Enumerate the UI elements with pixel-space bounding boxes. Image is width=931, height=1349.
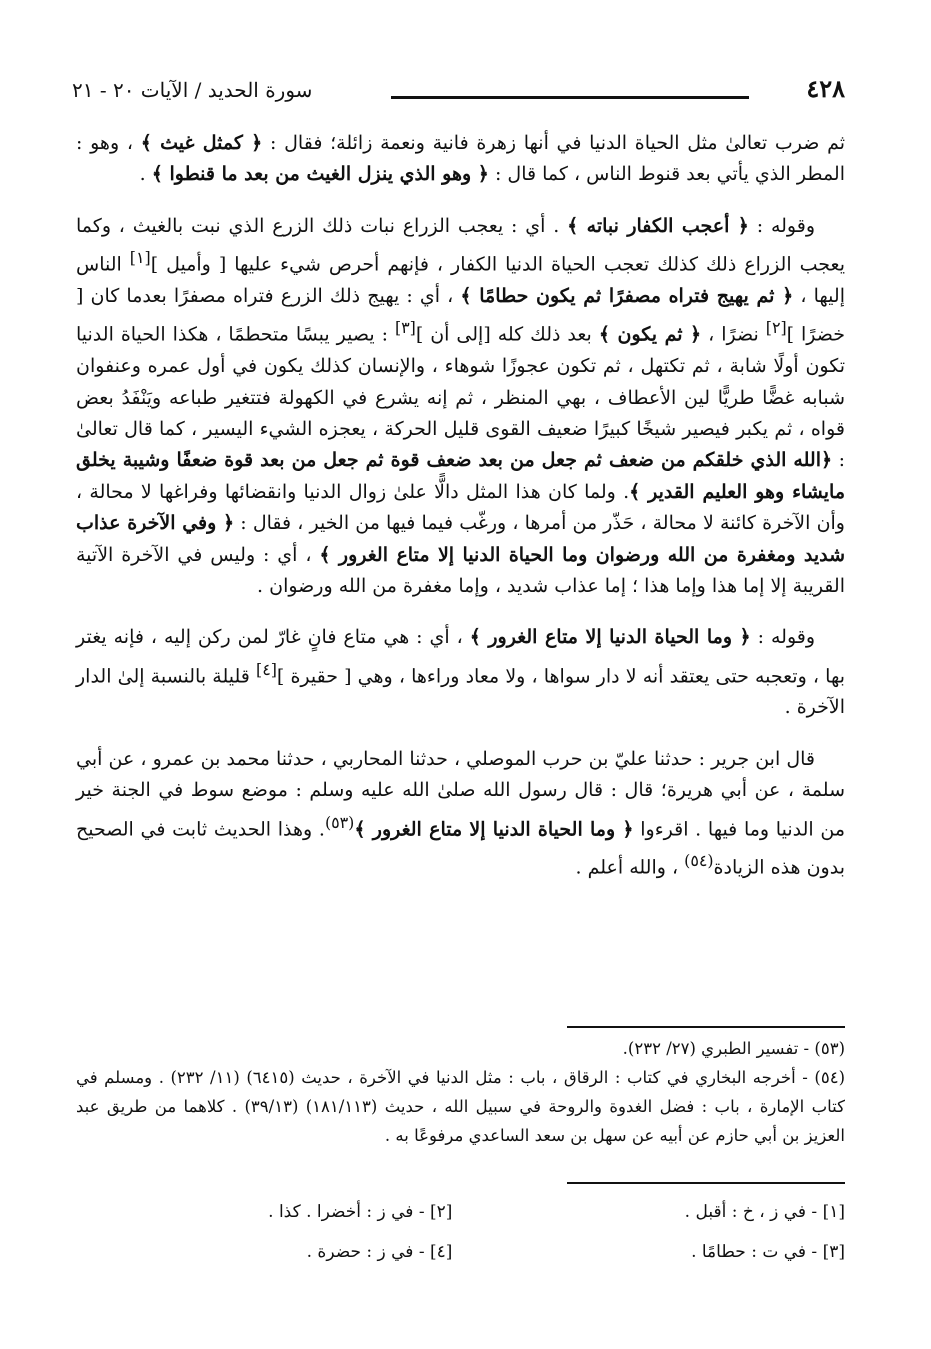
quran-quote: ﴿ أعجب الكفار نباته ﴾ [567,214,749,237]
text-run: الناس إليها ، [76,253,845,307]
note-marker: [٢] [765,318,787,338]
quran-quote: ﴿ ثم يكون ﴾ [598,323,702,346]
variant-2: [٢] - في ز : أخضرا . كذا . [268,1202,453,1222]
variant-row [90,1192,845,1232]
text-run: ، وهو : المطر الذي يأتي بعد قنوط الناس ، كما قال : [76,132,845,186]
variant-4: [٤] - في ز : حضرة . [306,1242,453,1262]
running-title: سورة الحديد / الآيات ٢٠ - ٢١ [72,78,313,102]
quran-quote: ﴿ وما الحياة الدنيا إلا متاع الغرور ﴾ [469,626,751,649]
page-header [72,72,845,112]
text-run: وقوله : [750,626,816,649]
text-run: نضرًا ، [701,323,766,346]
text-run: . وهذا الحديث ثابت في الصحيح بدون هذه الزيادة [76,818,845,879]
note-marker: [٣] [394,318,416,338]
text-run: ، أي : وليس في الآخرة الآتية القريبة إلا إما هذا وإما هذا ؛ إما عذاب شديد ، وإما مغفرة من الله ورضوان . [76,543,845,597]
header-rule [391,96,749,99]
text-run: قال ابن جرير : حدثنا عليّ بن حرب الموصلي ، حدثنا المحاربي ، حدثنا محمد بن عمرو ، عن أبي سلمة ، عن أبي هريرة؛ قال : قال رسول الله صلىٰ الله عليه وسلم : موضع سوط في الجنة خير من الدنيا وما فيها . اقرءوا [76,747,845,841]
quran-quote: ﴿ وفي الآخرة عذاب شديد ومغفرة من الله ورضوان وما الحياة الدنيا إلا متاع الغرور ﴾ [76,512,845,566]
quran-quote: ﴿ كمثل غيث ﴾ [140,132,263,154]
variant-3: [٣] - في ت : حطامًا . [691,1242,845,1262]
text-run: ، أي : يهيج ذلك الزرع فتراه مصفرًا بعدما كان [ خضرًا ] [76,284,846,346]
manuscript-variants [90,1192,845,1272]
text-run: قليلة بالنسبة إلىٰ الدار الآخرة . [76,665,845,719]
paragraph [76,744,845,884]
main-text [76,128,845,904]
text-run: وقوله : [748,214,815,237]
footnote-54: (٥٤) - أخرجه البخاري في كتاب : الرقاق ، باب : مثل الدنيا في الآخرة ، حديث (٦٤١٥) (١١/ ٢٣٢) . ومسلم في كتاب الإمارة ، باب : فضل الغدوة والروحة في سبيل الله ، حديث (١٨١/١١٣) (٣٩/١٣) . كلاهما من طريق عبد العزيز بن أبي حازم عن أبيه عن سهل بن سعد الساعدي مرفوعًا به . [76,1068,845,1145]
quran-quote: ﴿الله الذي خلقكم من ضعف ثم جعل من بعد ضعف قوة ثم جعل من بعد قوة ضعفًا وشيبة يخلق مايشاء وهو العليم القدير ﴾ [76,449,846,503]
note-marker: [٤] [256,659,277,679]
quran-quote: ﴿ وهو الذي ينزل الغيث من بعد ما قنطوا ﴾ [151,163,489,186]
text-run: : يصير يبسًا متحطمًا ، هكذا الحياة الدنيا تكون أولًا شابة ، ثم تكتهل ، ثم تكون عجوزًا شوهاء ، والإنسان كذلك يكون في أول عمره وعنفوان شبابه غضًّا طريًّا لين الأعطاف ، بهي المنظر ، ثم إنه يشرع في الكهولة فتتغير طباعه ويَنْفَدُ بعض قواه ، ثم يكبر فيصير شيخًا كبيرًا ضعيف القوى قليل الحركة ، يعجزه الشيء اليسير ، كما قال تعالىٰ : [76,323,845,472]
footnote-53: (٥٣) - تفسير الطبري (٢٧/ ٢٣٢). [622,1039,845,1058]
variant-row [90,1232,845,1272]
text-run: ثم ضرب تعالىٰ مثل الحياة الدنيا في أنها زهرة فانية ونعمة زائلة؛ فقال : [262,132,846,154]
variants-divider [567,1182,845,1184]
quran-quote: ﴿ وما الحياة الدنيا إلا متاع الغرور ﴾ [354,818,634,841]
note-marker: (٥٣) [324,812,355,832]
footnotes [76,1034,845,1150]
text-run: . ولما كان هذا المثل دالًّا علىٰ زوال الدنيا وانقضائها وفراغها لا محالة ، وأن الآخرة كائنة لا محالة ، حَذّر من أمرها ، ورغّب فيما فيها من الخير ، فقال : [76,480,845,535]
text-run: بعد ذلك كله [إلى أن ] [415,323,599,346]
note-marker: [١] [129,248,151,268]
paragraph [76,622,845,724]
note-marker: (٥٤) [684,851,714,871]
text-run: . أي : يعجب الزراع نبات ذلك الزرع الذي نبت بالغيث ، وكما يعجب الزراع ذلك كذلك تعجب الحياة الدنيا الكفار ، فإنهم أحرص شيء عليها [ وأميل ] [76,214,846,276]
text-run: ، والله أعلم . [575,856,685,879]
text-run: . [139,163,152,186]
text-run: ، أي : هي متاع فانٍ غارّ لمن ركن إليه ، فإنه يغتر بها ، وتعجبه حتى يعتقد أنه لا دار سواها ، ولا معاد وراءها ، وهي [ حقيرة ] [76,626,846,688]
page-number: ٤٢٨ [806,74,845,103]
paragraph [76,128,845,191]
paragraph [76,211,845,603]
quran-quote: ﴿ ثم يهيج فتراه مصفرًا ثم يكون حطامًا ﴾ [460,284,794,307]
footnote-divider [567,1026,845,1028]
variant-1: [١] - في ز ، خ : أقبل . [684,1202,845,1222]
